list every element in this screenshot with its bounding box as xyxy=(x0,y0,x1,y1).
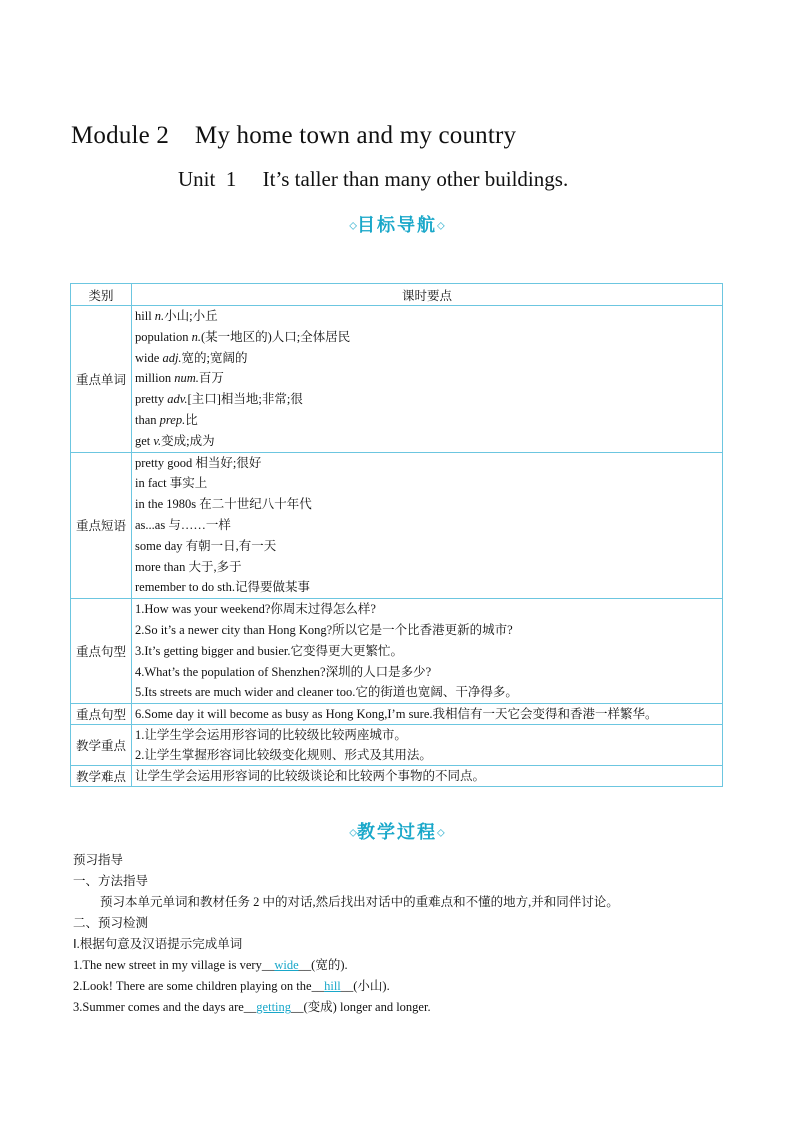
lesson-overview-table xyxy=(70,283,723,787)
section-heading-process xyxy=(0,818,794,844)
phrase-line: in the 1980s 在二十世纪八十年代 xyxy=(135,497,312,512)
row-content xyxy=(132,704,723,725)
answer-text: getting xyxy=(256,1000,292,1014)
vocab-line: than prep.比 xyxy=(135,412,198,427)
vocab-line: get v.变成;成为 xyxy=(135,433,215,448)
method-text: 预习本单元单词和教材任务 2 中的对话,然后找出对话中的重难点和不懂的地方,并和同伴讨论。 xyxy=(100,895,619,909)
answer-text: wide xyxy=(274,958,299,972)
sentence-line: 5.Its streets are much wider and cleaner too.它的街道也宽阔、干净得多。 xyxy=(135,685,518,700)
sentence-line: 2.So it’s a newer city than Hong Kong?所以它是一个比香港更新的城市? xyxy=(135,622,513,637)
table-row xyxy=(71,766,723,787)
phrase-line: remember to do sth.记得要做某事 xyxy=(135,580,310,595)
table-row xyxy=(71,704,723,725)
preview-section xyxy=(73,850,733,1018)
row-content xyxy=(132,766,723,787)
section-title: 目标导航 xyxy=(357,215,437,236)
table-row xyxy=(71,306,723,453)
vocab-line: hill n.小山;小丘 xyxy=(135,309,218,323)
focus-line: 1.让学生学会运用形容词的比较级比较两座城市。 xyxy=(135,728,407,743)
table-row xyxy=(71,452,723,599)
sentence-line: 4.What’s the population of Shenzhen?深圳的人口是多少? xyxy=(135,664,432,679)
diamond-left-icon: ◇ xyxy=(349,827,357,839)
difficulty-line: 让学生学会运用形容词的比较级谈论和比较两个事物的不同点。 xyxy=(135,769,486,784)
phrase-line: some day 有朝一日,有一天 xyxy=(135,538,277,553)
unit-title: Unit 1 It’s taller than many other buildings. xyxy=(178,167,569,191)
table-header-row xyxy=(71,284,723,306)
section-heading-goals xyxy=(0,211,794,237)
preview-heading: 预习指导 xyxy=(73,853,124,867)
vocab-line: pretty adv.[主口]相当地;非常;很 xyxy=(135,392,303,407)
section-title: 教学过程 xyxy=(357,822,437,843)
vocab-line: population n.(某一地区的)人口;全体居民 xyxy=(135,329,351,344)
table-row xyxy=(71,725,723,766)
method-heading: 一、方法指导 xyxy=(73,874,149,888)
phrase-line: in fact 事实上 xyxy=(135,476,208,491)
row-content xyxy=(132,452,723,599)
exercise-item: 1.The new street in my village is very__wide__(宽的). xyxy=(73,958,348,972)
diamond-right-icon: ◇ xyxy=(437,220,445,232)
phrase-line: more than 大于,多于 xyxy=(135,559,242,574)
exercise-item: 2.Look! There are some children playing on the__hill__(小山). xyxy=(73,979,390,993)
row-content xyxy=(132,725,723,766)
sentence-line: 3.It’s getting bigger and busier.它变得更大更繁忙。 xyxy=(135,643,404,658)
table-row xyxy=(71,599,723,704)
diamond-left-icon: ◇ xyxy=(349,220,357,232)
answer-text: hill xyxy=(324,979,341,993)
sentence-line: 6.Some day it will become as busy as Hong Kong,I’m sure.我相信有一天它会变得和香港一样繁华。 xyxy=(135,707,658,722)
row-category: 教学重点 xyxy=(71,725,132,766)
row-category: 重点句型 xyxy=(71,704,132,725)
phrase-line: as...as 与……一样 xyxy=(135,517,231,532)
header-category: 类别 xyxy=(71,284,132,306)
focus-line: 2.让学生掌握形容词比较级变化规则、形式及其用法。 xyxy=(135,748,432,763)
exercise-item: 3.Summer comes and the days are__getting__(变成) longer and longer. xyxy=(73,1000,431,1014)
sentence-line: 1.How was your weekend?你周末过得怎么样? xyxy=(135,602,376,617)
module-title: Module 2 My home town and my country xyxy=(71,122,517,149)
check-heading: 二、预习检测 xyxy=(73,916,149,930)
row-category: 重点单词 xyxy=(71,306,132,453)
diamond-right-icon: ◇ xyxy=(437,827,445,839)
row-content xyxy=(132,599,723,704)
row-category: 教学难点 xyxy=(71,766,132,787)
row-category: 重点短语 xyxy=(71,452,132,599)
part1-heading: Ⅰ.根据句意及汉语提示完成单词 xyxy=(73,937,243,951)
vocab-line: million num.百万 xyxy=(135,371,224,386)
row-category: 重点句型 xyxy=(71,599,132,704)
vocab-line: wide adj.宽的;宽阔的 xyxy=(135,350,248,365)
row-content xyxy=(132,306,723,453)
header-key-points: 课时要点 xyxy=(132,284,723,306)
phrase-line: pretty good 相当好;很好 xyxy=(135,455,262,470)
